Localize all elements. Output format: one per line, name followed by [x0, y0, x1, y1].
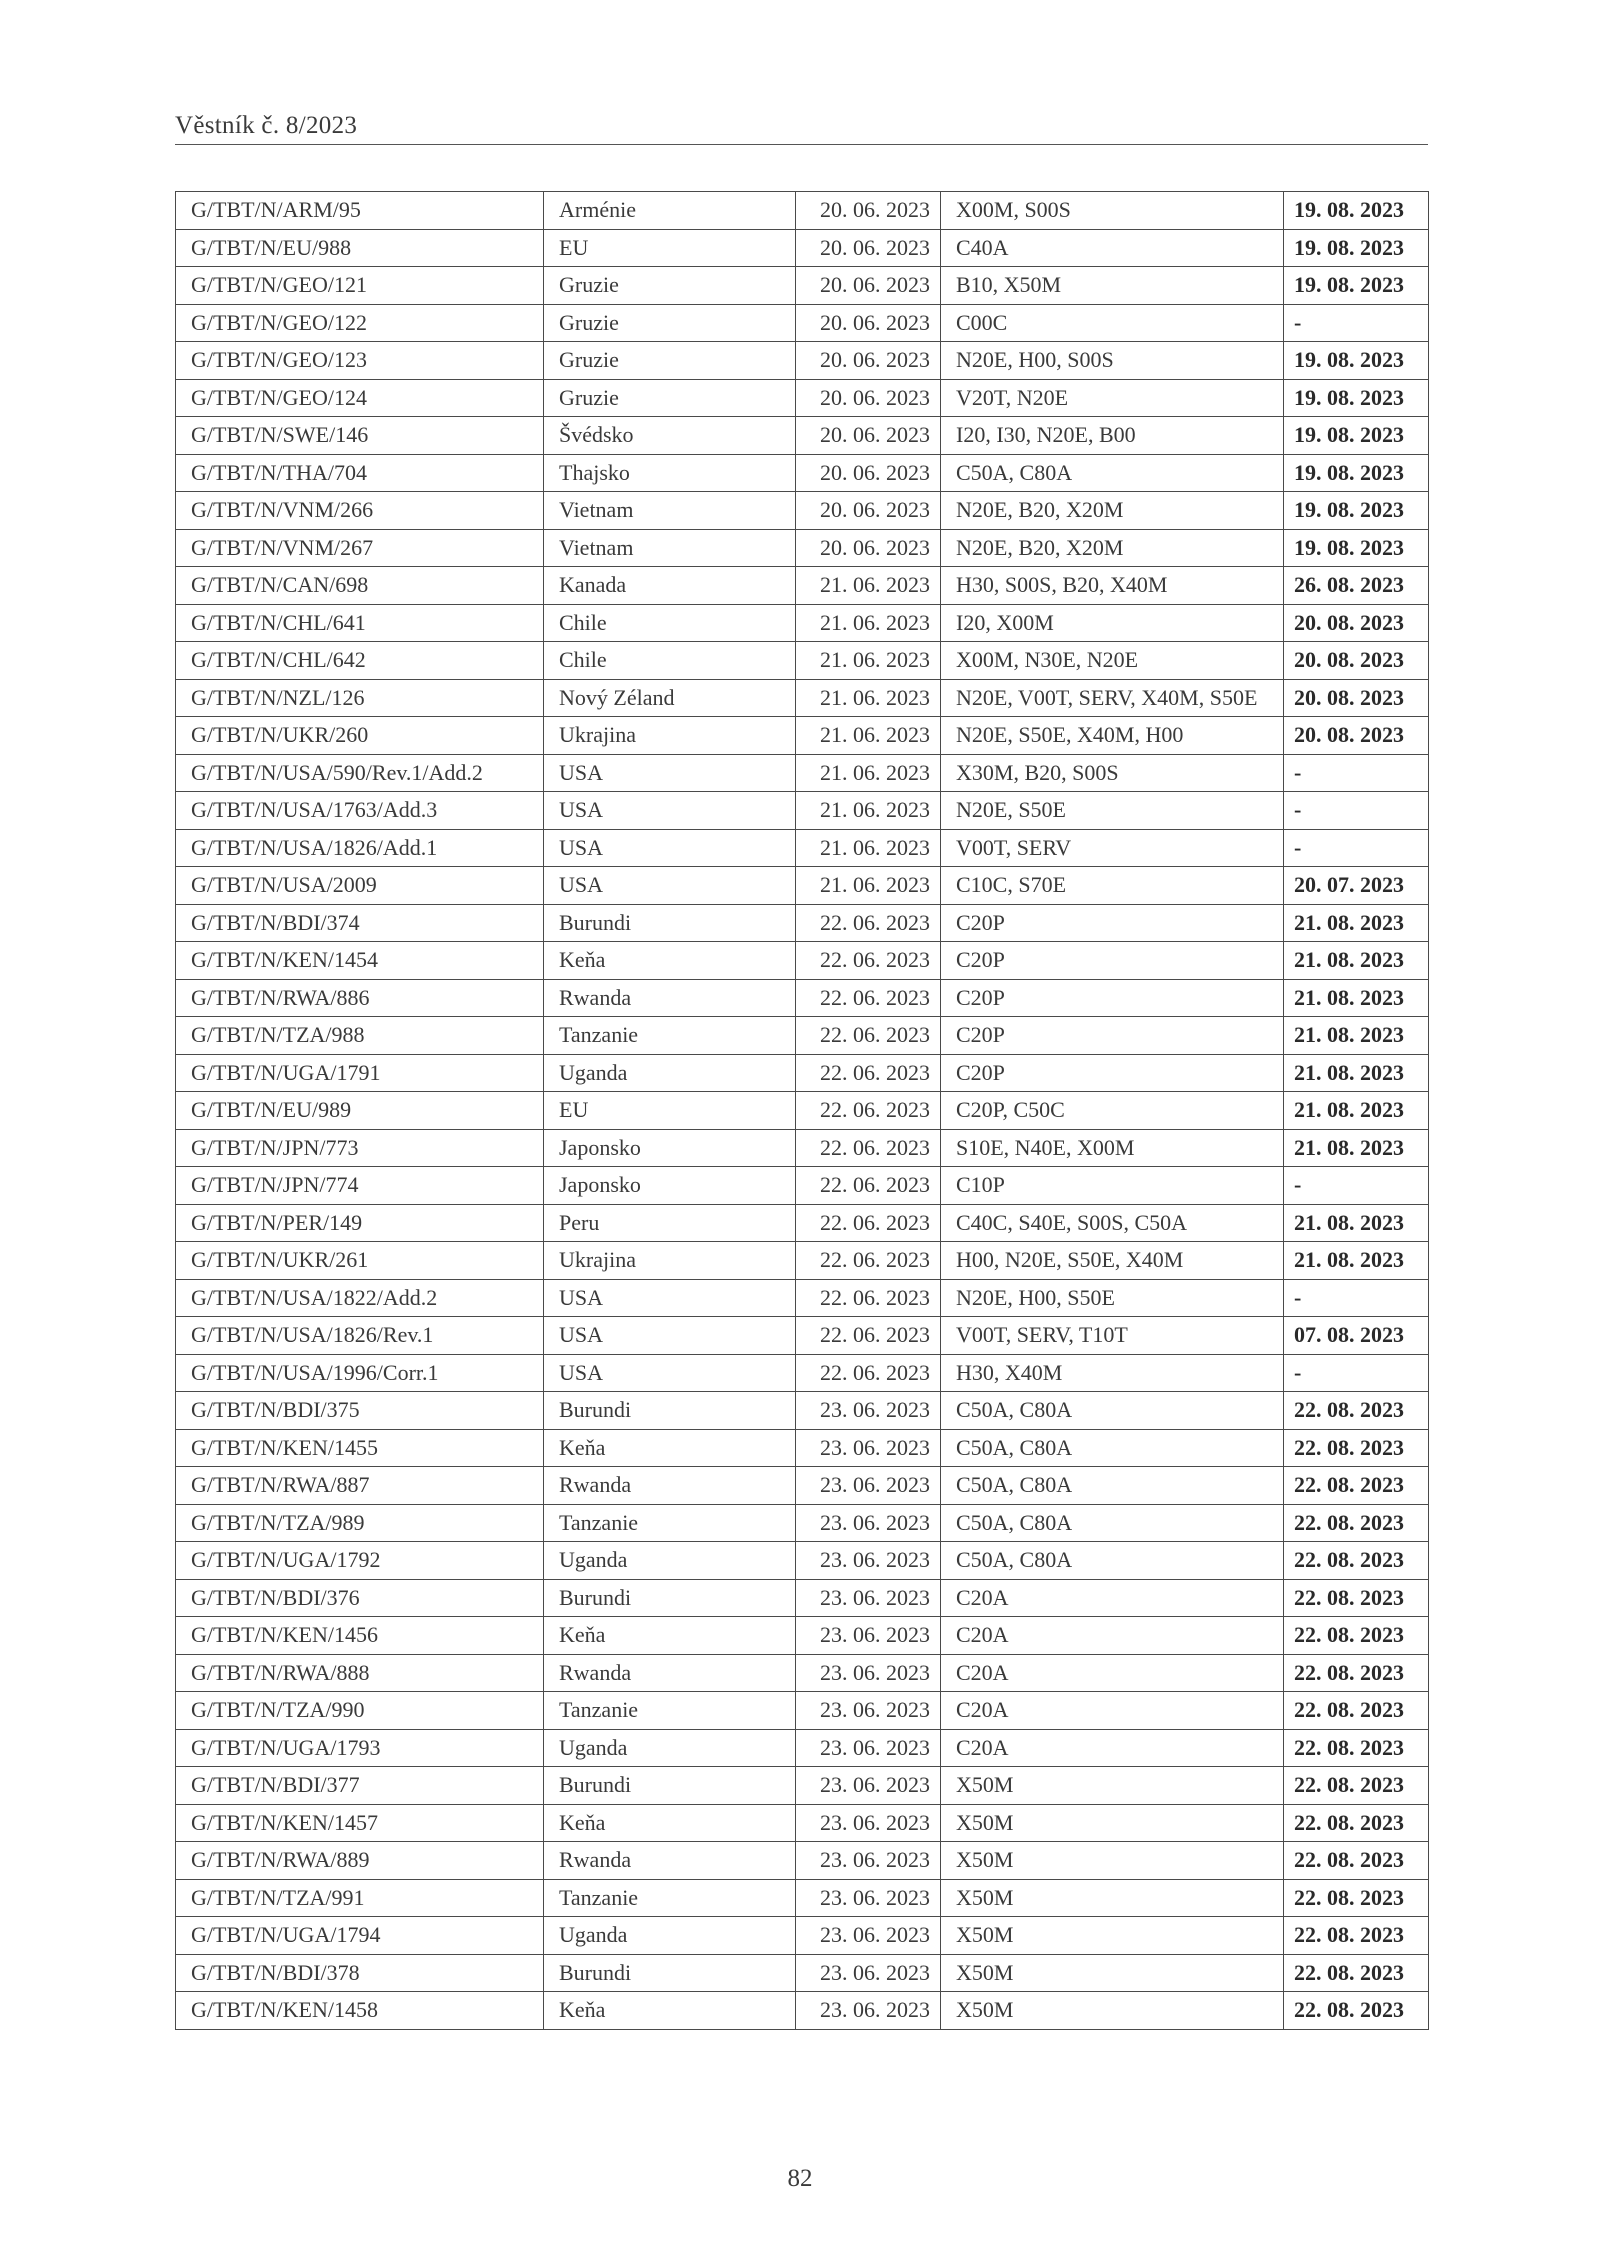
member-country-cell: Japonsko [544, 1167, 796, 1205]
member-country-cell: Rwanda [544, 1467, 796, 1505]
table-row [176, 942, 1429, 980]
notification-symbol-cell: G/TBT/N/BDI/374 [176, 904, 544, 942]
notification-date-cell: 22. 06. 2023 [796, 1017, 941, 1055]
notification-date-cell: 20. 06. 2023 [796, 454, 941, 492]
member-country-cell: Kanada [544, 567, 796, 605]
product-codes-cell: N20E, B20, X20M [941, 529, 1284, 567]
comment-deadline-cell: 19. 08. 2023 [1284, 454, 1429, 492]
product-codes-cell: V00T, SERV [941, 829, 1284, 867]
product-codes-cell: H00, N20E, S50E, X40M [941, 1242, 1284, 1280]
comment-deadline-cell: 22. 08. 2023 [1284, 1392, 1429, 1430]
notification-date-cell: 22. 06. 2023 [796, 1054, 941, 1092]
table-row [176, 1429, 1429, 1467]
table-row [176, 529, 1429, 567]
notification-date-cell: 23. 06. 2023 [796, 1767, 941, 1805]
product-codes-cell: C00C [941, 304, 1284, 342]
table-row [176, 492, 1429, 530]
member-country-cell: Tanzanie [544, 1504, 796, 1542]
comment-deadline-cell: 22. 08. 2023 [1284, 1842, 1429, 1880]
member-country-cell: Švédsko [544, 417, 796, 455]
notification-symbol-cell: G/TBT/N/BDI/375 [176, 1392, 544, 1430]
notification-symbol-cell: G/TBT/N/USA/1826/Rev.1 [176, 1317, 544, 1355]
comment-deadline-cell: - [1284, 829, 1429, 867]
table-row [176, 829, 1429, 867]
table-row [176, 342, 1429, 380]
comment-deadline-cell: 21. 08. 2023 [1284, 942, 1429, 980]
notification-date-cell: 21. 06. 2023 [796, 717, 941, 755]
product-codes-cell: V00T, SERV, T10T [941, 1317, 1284, 1355]
notification-date-cell: 23. 06. 2023 [796, 1954, 941, 1992]
member-country-cell: USA [544, 1279, 796, 1317]
notification-date-cell: 23. 06. 2023 [796, 1504, 941, 1542]
comment-deadline-cell: 21. 08. 2023 [1284, 1017, 1429, 1055]
notification-symbol-cell: G/TBT/N/GEO/124 [176, 379, 544, 417]
notification-symbol-cell: G/TBT/N/JPN/774 [176, 1167, 544, 1205]
notification-symbol-cell: G/TBT/N/RWA/886 [176, 979, 544, 1017]
product-codes-cell: C20P [941, 979, 1284, 1017]
notification-symbol-cell: G/TBT/N/UKR/261 [176, 1242, 544, 1280]
product-codes-cell: N20E, V00T, SERV, X40M, S50E [941, 679, 1284, 717]
table-row [176, 1654, 1429, 1692]
product-codes-cell: S10E, N40E, X00M [941, 1129, 1284, 1167]
member-country-cell: Gruzie [544, 304, 796, 342]
comment-deadline-cell: 21. 08. 2023 [1284, 904, 1429, 942]
notifications-table-body [176, 192, 1429, 2030]
notification-symbol-cell: G/TBT/N/UGA/1791 [176, 1054, 544, 1092]
product-codes-cell: X50M [941, 1992, 1284, 2030]
table-row [176, 1842, 1429, 1880]
member-country-cell: Rwanda [544, 979, 796, 1017]
table-row [176, 1242, 1429, 1280]
publication-title: Věstník č. 8/2023 [175, 112, 358, 139]
notification-symbol-cell: G/TBT/N/CHL/642 [176, 642, 544, 680]
page-number: 82 [787, 2165, 813, 2192]
notification-symbol-cell: G/TBT/N/GEO/122 [176, 304, 544, 342]
member-country-cell: Uganda [544, 1542, 796, 1580]
member-country-cell: Keňa [544, 1804, 796, 1842]
comment-deadline-cell: 19. 08. 2023 [1284, 417, 1429, 455]
product-codes-cell: N20E, B20, X20M [941, 492, 1284, 530]
table-row [176, 1579, 1429, 1617]
member-country-cell: USA [544, 754, 796, 792]
comment-deadline-cell: 22. 08. 2023 [1284, 1954, 1429, 1992]
product-codes-cell: I20, X00M [941, 604, 1284, 642]
member-country-cell: Burundi [544, 1767, 796, 1805]
notification-symbol-cell: G/TBT/N/VNM/267 [176, 529, 544, 567]
table-row [176, 1392, 1429, 1430]
product-codes-cell: X50M [941, 1879, 1284, 1917]
notification-symbol-cell: G/TBT/N/SWE/146 [176, 417, 544, 455]
notification-symbol-cell: G/TBT/N/KEN/1455 [176, 1429, 544, 1467]
table-row [176, 792, 1429, 830]
comment-deadline-cell: 21. 08. 2023 [1284, 1204, 1429, 1242]
notification-symbol-cell: G/TBT/N/VNM/266 [176, 492, 544, 530]
notification-date-cell: 23. 06. 2023 [796, 1992, 941, 2030]
comment-deadline-cell: - [1284, 1354, 1429, 1392]
table-row [176, 1729, 1429, 1767]
comment-deadline-cell: 22. 08. 2023 [1284, 1654, 1429, 1692]
comment-deadline-cell: 22. 08. 2023 [1284, 1729, 1429, 1767]
table-row [176, 1054, 1429, 1092]
product-codes-cell: C20P, C50C [941, 1092, 1284, 1130]
comment-deadline-cell: - [1284, 1167, 1429, 1205]
notification-date-cell: 21. 06. 2023 [796, 567, 941, 605]
member-country-cell: Thajsko [544, 454, 796, 492]
product-codes-cell: C20P [941, 904, 1284, 942]
member-country-cell: USA [544, 1354, 796, 1392]
member-country-cell: Burundi [544, 1579, 796, 1617]
notification-date-cell: 20. 06. 2023 [796, 267, 941, 305]
notifications-table [175, 191, 1429, 2030]
notification-symbol-cell: G/TBT/N/KEN/1456 [176, 1617, 544, 1655]
member-country-cell: Tanzanie [544, 1692, 796, 1730]
notification-date-cell: 22. 06. 2023 [796, 942, 941, 980]
comment-deadline-cell: 22. 08. 2023 [1284, 1992, 1429, 2030]
comment-deadline-cell: 20. 07. 2023 [1284, 867, 1429, 905]
notification-symbol-cell: G/TBT/N/CAN/698 [176, 567, 544, 605]
table-row [176, 1804, 1429, 1842]
table-row [176, 1992, 1429, 2030]
notification-symbol-cell: G/TBT/N/BDI/376 [176, 1579, 544, 1617]
page-header [175, 112, 1428, 145]
notification-date-cell: 22. 06. 2023 [796, 1204, 941, 1242]
product-codes-cell: C10P [941, 1167, 1284, 1205]
notification-date-cell: 23. 06. 2023 [796, 1467, 941, 1505]
notification-symbol-cell: G/TBT/N/KEN/1457 [176, 1804, 544, 1842]
member-country-cell: Keňa [544, 1429, 796, 1467]
table-row [176, 417, 1429, 455]
notification-date-cell: 23. 06. 2023 [796, 1879, 941, 1917]
table-row [176, 192, 1429, 230]
table-row [176, 1542, 1429, 1580]
notification-date-cell: 20. 06. 2023 [796, 379, 941, 417]
product-codes-cell: C50A, C80A [941, 1467, 1284, 1505]
member-country-cell: Japonsko [544, 1129, 796, 1167]
table-row [176, 1879, 1429, 1917]
comment-deadline-cell: 22. 08. 2023 [1284, 1429, 1429, 1467]
comment-deadline-cell: 20. 08. 2023 [1284, 679, 1429, 717]
notification-date-cell: 23. 06. 2023 [796, 1617, 941, 1655]
notification-date-cell: 22. 06. 2023 [796, 1317, 941, 1355]
notification-symbol-cell: G/TBT/N/CHL/641 [176, 604, 544, 642]
comment-deadline-cell: 22. 08. 2023 [1284, 1767, 1429, 1805]
table-row [176, 717, 1429, 755]
table-row [176, 1092, 1429, 1130]
comment-deadline-cell: 19. 08. 2023 [1284, 379, 1429, 417]
notification-symbol-cell: G/TBT/N/TZA/989 [176, 1504, 544, 1542]
comment-deadline-cell: 22. 08. 2023 [1284, 1617, 1429, 1655]
comment-deadline-cell: 20. 08. 2023 [1284, 717, 1429, 755]
comment-deadline-cell: 19. 08. 2023 [1284, 267, 1429, 305]
notification-date-cell: 23. 06. 2023 [796, 1579, 941, 1617]
table-row [176, 1954, 1429, 1992]
comment-deadline-cell: 07. 08. 2023 [1284, 1317, 1429, 1355]
product-codes-cell: X50M [941, 1842, 1284, 1880]
member-country-cell: Keňa [544, 1617, 796, 1655]
member-country-cell: USA [544, 829, 796, 867]
product-codes-cell: I20, I30, N20E, B00 [941, 417, 1284, 455]
table-row [176, 1129, 1429, 1167]
table-row [176, 1354, 1429, 1392]
product-codes-cell: X50M [941, 1804, 1284, 1842]
comment-deadline-cell: 22. 08. 2023 [1284, 1879, 1429, 1917]
product-codes-cell: X50M [941, 1767, 1284, 1805]
notification-date-cell: 21. 06. 2023 [796, 604, 941, 642]
member-country-cell: Keňa [544, 1992, 796, 2030]
member-country-cell: Gruzie [544, 267, 796, 305]
member-country-cell: Nový Zéland [544, 679, 796, 717]
table-row [176, 979, 1429, 1017]
table-row [176, 1204, 1429, 1242]
notification-date-cell: 21. 06. 2023 [796, 792, 941, 830]
notification-symbol-cell: G/TBT/N/BDI/378 [176, 1954, 544, 1992]
notification-symbol-cell: G/TBT/N/EU/988 [176, 229, 544, 267]
comment-deadline-cell: - [1284, 1279, 1429, 1317]
notification-symbol-cell: G/TBT/N/UGA/1793 [176, 1729, 544, 1767]
product-codes-cell: H30, X40M [941, 1354, 1284, 1392]
table-row [176, 1617, 1429, 1655]
notification-date-cell: 20. 06. 2023 [796, 192, 941, 230]
member-country-cell: Tanzanie [544, 1879, 796, 1917]
table-row [176, 454, 1429, 492]
notification-symbol-cell: G/TBT/N/USA/2009 [176, 867, 544, 905]
product-codes-cell: C20A [941, 1692, 1284, 1730]
member-country-cell: Arménie [544, 192, 796, 230]
notification-date-cell: 22. 06. 2023 [796, 1242, 941, 1280]
comment-deadline-cell: 21. 08. 2023 [1284, 979, 1429, 1017]
table-row [176, 1017, 1429, 1055]
member-country-cell: Uganda [544, 1054, 796, 1092]
notification-symbol-cell: G/TBT/N/ARM/95 [176, 192, 544, 230]
product-codes-cell: C50A, C80A [941, 1504, 1284, 1542]
member-country-cell: Uganda [544, 1917, 796, 1955]
table-row [176, 867, 1429, 905]
product-codes-cell: X00M, S00S [941, 192, 1284, 230]
member-country-cell: EU [544, 1092, 796, 1130]
notification-symbol-cell: G/TBT/N/UGA/1794 [176, 1917, 544, 1955]
member-country-cell: Peru [544, 1204, 796, 1242]
notification-symbol-cell: G/TBT/N/TZA/988 [176, 1017, 544, 1055]
notification-symbol-cell: G/TBT/N/USA/1996/Corr.1 [176, 1354, 544, 1392]
comment-deadline-cell: 19. 08. 2023 [1284, 492, 1429, 530]
member-country-cell: Keňa [544, 942, 796, 980]
comment-deadline-cell: 26. 08. 2023 [1284, 567, 1429, 605]
product-codes-cell: C40C, S40E, S00S, C50A [941, 1204, 1284, 1242]
table-row [176, 267, 1429, 305]
comment-deadline-cell: 21. 08. 2023 [1284, 1129, 1429, 1167]
table-row [176, 604, 1429, 642]
product-codes-cell: X00M, N30E, N20E [941, 642, 1284, 680]
notification-date-cell: 21. 06. 2023 [796, 679, 941, 717]
product-codes-cell: H30, S00S, B20, X40M [941, 567, 1284, 605]
comment-deadline-cell: 22. 08. 2023 [1284, 1504, 1429, 1542]
notification-date-cell: 23. 06. 2023 [796, 1804, 941, 1842]
member-country-cell: Burundi [544, 1392, 796, 1430]
member-country-cell: Chile [544, 642, 796, 680]
product-codes-cell: C20P [941, 942, 1284, 980]
member-country-cell: Ukrajina [544, 717, 796, 755]
product-codes-cell: C20A [941, 1579, 1284, 1617]
comment-deadline-cell: 20. 08. 2023 [1284, 642, 1429, 680]
notification-symbol-cell: G/TBT/N/USA/1763/Add.3 [176, 792, 544, 830]
notification-symbol-cell: G/TBT/N/EU/989 [176, 1092, 544, 1130]
notification-date-cell: 23. 06. 2023 [796, 1917, 941, 1955]
product-codes-cell: N20E, S50E [941, 792, 1284, 830]
table-row [176, 1767, 1429, 1805]
product-codes-cell: X50M [941, 1917, 1284, 1955]
comment-deadline-cell: 19. 08. 2023 [1284, 192, 1429, 230]
comment-deadline-cell: 21. 08. 2023 [1284, 1054, 1429, 1092]
comment-deadline-cell: 19. 08. 2023 [1284, 529, 1429, 567]
notification-symbol-cell: G/TBT/N/TZA/990 [176, 1692, 544, 1730]
member-country-cell: Burundi [544, 904, 796, 942]
comment-deadline-cell: 21. 08. 2023 [1284, 1092, 1429, 1130]
product-codes-cell: C20A [941, 1617, 1284, 1655]
product-codes-cell: C20P [941, 1054, 1284, 1092]
comment-deadline-cell: 22. 08. 2023 [1284, 1692, 1429, 1730]
notification-date-cell: 20. 06. 2023 [796, 342, 941, 380]
table-row [176, 1692, 1429, 1730]
product-codes-cell: C50A, C80A [941, 1392, 1284, 1430]
notification-symbol-cell: G/TBT/N/RWA/888 [176, 1654, 544, 1692]
table-row [176, 304, 1429, 342]
product-codes-cell: C10C, S70E [941, 867, 1284, 905]
member-country-cell: Burundi [544, 1954, 796, 1992]
comment-deadline-cell: 22. 08. 2023 [1284, 1804, 1429, 1842]
table-row [176, 679, 1429, 717]
product-codes-cell: B10, X50M [941, 267, 1284, 305]
comment-deadline-cell: 22. 08. 2023 [1284, 1542, 1429, 1580]
notification-symbol-cell: G/TBT/N/USA/1822/Add.2 [176, 1279, 544, 1317]
notification-date-cell: 21. 06. 2023 [796, 829, 941, 867]
notification-date-cell: 22. 06. 2023 [796, 1279, 941, 1317]
notification-symbol-cell: G/TBT/N/UGA/1792 [176, 1542, 544, 1580]
notification-date-cell: 23. 06. 2023 [796, 1392, 941, 1430]
notification-symbol-cell: G/TBT/N/RWA/887 [176, 1467, 544, 1505]
notification-symbol-cell: G/TBT/N/KEN/1454 [176, 942, 544, 980]
table-row [176, 1167, 1429, 1205]
product-codes-cell: C20A [941, 1654, 1284, 1692]
notification-date-cell: 21. 06. 2023 [796, 642, 941, 680]
table-row [176, 1279, 1429, 1317]
table-row [176, 904, 1429, 942]
comment-deadline-cell: 19. 08. 2023 [1284, 229, 1429, 267]
notification-symbol-cell: G/TBT/N/NZL/126 [176, 679, 544, 717]
comment-deadline-cell: - [1284, 754, 1429, 792]
member-country-cell: Rwanda [544, 1654, 796, 1692]
notification-date-cell: 20. 06. 2023 [796, 492, 941, 530]
member-country-cell: Vietnam [544, 529, 796, 567]
notification-symbol-cell: G/TBT/N/PER/149 [176, 1204, 544, 1242]
notification-date-cell: 21. 06. 2023 [796, 754, 941, 792]
notification-date-cell: 23. 06. 2023 [796, 1729, 941, 1767]
product-codes-cell: N20E, H00, S50E [941, 1279, 1284, 1317]
notification-date-cell: 22. 06. 2023 [796, 1354, 941, 1392]
comment-deadline-cell: 22. 08. 2023 [1284, 1579, 1429, 1617]
notification-symbol-cell: G/TBT/N/RWA/889 [176, 1842, 544, 1880]
member-country-cell: Uganda [544, 1729, 796, 1767]
notification-symbol-cell: G/TBT/N/THA/704 [176, 454, 544, 492]
notification-date-cell: 20. 06. 2023 [796, 229, 941, 267]
member-country-cell: USA [544, 1317, 796, 1355]
member-country-cell: Rwanda [544, 1842, 796, 1880]
notification-date-cell: 20. 06. 2023 [796, 529, 941, 567]
member-country-cell: Gruzie [544, 379, 796, 417]
product-codes-cell: C50A, C80A [941, 1429, 1284, 1467]
notification-date-cell: 22. 06. 2023 [796, 1129, 941, 1167]
product-codes-cell: C50A, C80A [941, 454, 1284, 492]
table-row [176, 1467, 1429, 1505]
comment-deadline-cell: - [1284, 304, 1429, 342]
member-country-cell: Tanzanie [544, 1017, 796, 1055]
member-country-cell: USA [544, 792, 796, 830]
notification-symbol-cell: G/TBT/N/GEO/121 [176, 267, 544, 305]
notification-date-cell: 23. 06. 2023 [796, 1429, 941, 1467]
member-country-cell: Ukrajina [544, 1242, 796, 1280]
notification-date-cell: 23. 06. 2023 [796, 1654, 941, 1692]
notification-symbol-cell: G/TBT/N/GEO/123 [176, 342, 544, 380]
table-row [176, 567, 1429, 605]
product-codes-cell: X30M, B20, S00S [941, 754, 1284, 792]
notification-date-cell: 22. 06. 2023 [796, 904, 941, 942]
notification-date-cell: 23. 06. 2023 [796, 1842, 941, 1880]
notification-symbol-cell: G/TBT/N/UKR/260 [176, 717, 544, 755]
comment-deadline-cell: 22. 08. 2023 [1284, 1467, 1429, 1505]
product-codes-cell: V20T, N20E [941, 379, 1284, 417]
comment-deadline-cell: 21. 08. 2023 [1284, 1242, 1429, 1280]
product-codes-cell: C50A, C80A [941, 1542, 1284, 1580]
product-codes-cell: N20E, H00, S00S [941, 342, 1284, 380]
notification-date-cell: 21. 06. 2023 [796, 867, 941, 905]
notification-symbol-cell: G/TBT/N/KEN/1458 [176, 1992, 544, 2030]
comment-deadline-cell: 20. 08. 2023 [1284, 604, 1429, 642]
notification-symbol-cell: G/TBT/N/USA/590/Rev.1/Add.2 [176, 754, 544, 792]
notification-date-cell: 22. 06. 2023 [796, 1167, 941, 1205]
notification-date-cell: 23. 06. 2023 [796, 1542, 941, 1580]
product-codes-cell: N20E, S50E, X40M, H00 [941, 717, 1284, 755]
table-row [176, 754, 1429, 792]
table-row [176, 642, 1429, 680]
member-country-cell: USA [544, 867, 796, 905]
notification-date-cell: 22. 06. 2023 [796, 979, 941, 1017]
notification-symbol-cell: G/TBT/N/BDI/377 [176, 1767, 544, 1805]
member-country-cell: Vietnam [544, 492, 796, 530]
product-codes-cell: C20P [941, 1017, 1284, 1055]
table-row [176, 1317, 1429, 1355]
comment-deadline-cell: 22. 08. 2023 [1284, 1917, 1429, 1955]
comment-deadline-cell: - [1284, 792, 1429, 830]
product-codes-cell: X50M [941, 1954, 1284, 1992]
product-codes-cell: C20A [941, 1729, 1284, 1767]
notification-symbol-cell: G/TBT/N/USA/1826/Add.1 [176, 829, 544, 867]
member-country-cell: Chile [544, 604, 796, 642]
notification-date-cell: 23. 06. 2023 [796, 1692, 941, 1730]
member-country-cell: Gruzie [544, 342, 796, 380]
table-row [176, 379, 1429, 417]
table-row [176, 1917, 1429, 1955]
notification-date-cell: 20. 06. 2023 [796, 417, 941, 455]
product-codes-cell: C40A [941, 229, 1284, 267]
notification-date-cell: 22. 06. 2023 [796, 1092, 941, 1130]
notification-date-cell: 20. 06. 2023 [796, 304, 941, 342]
table-row [176, 1504, 1429, 1542]
member-country-cell: EU [544, 229, 796, 267]
notification-symbol-cell: G/TBT/N/JPN/773 [176, 1129, 544, 1167]
comment-deadline-cell: 19. 08. 2023 [1284, 342, 1429, 380]
table-row [176, 229, 1429, 267]
notification-symbol-cell: G/TBT/N/TZA/991 [176, 1879, 544, 1917]
